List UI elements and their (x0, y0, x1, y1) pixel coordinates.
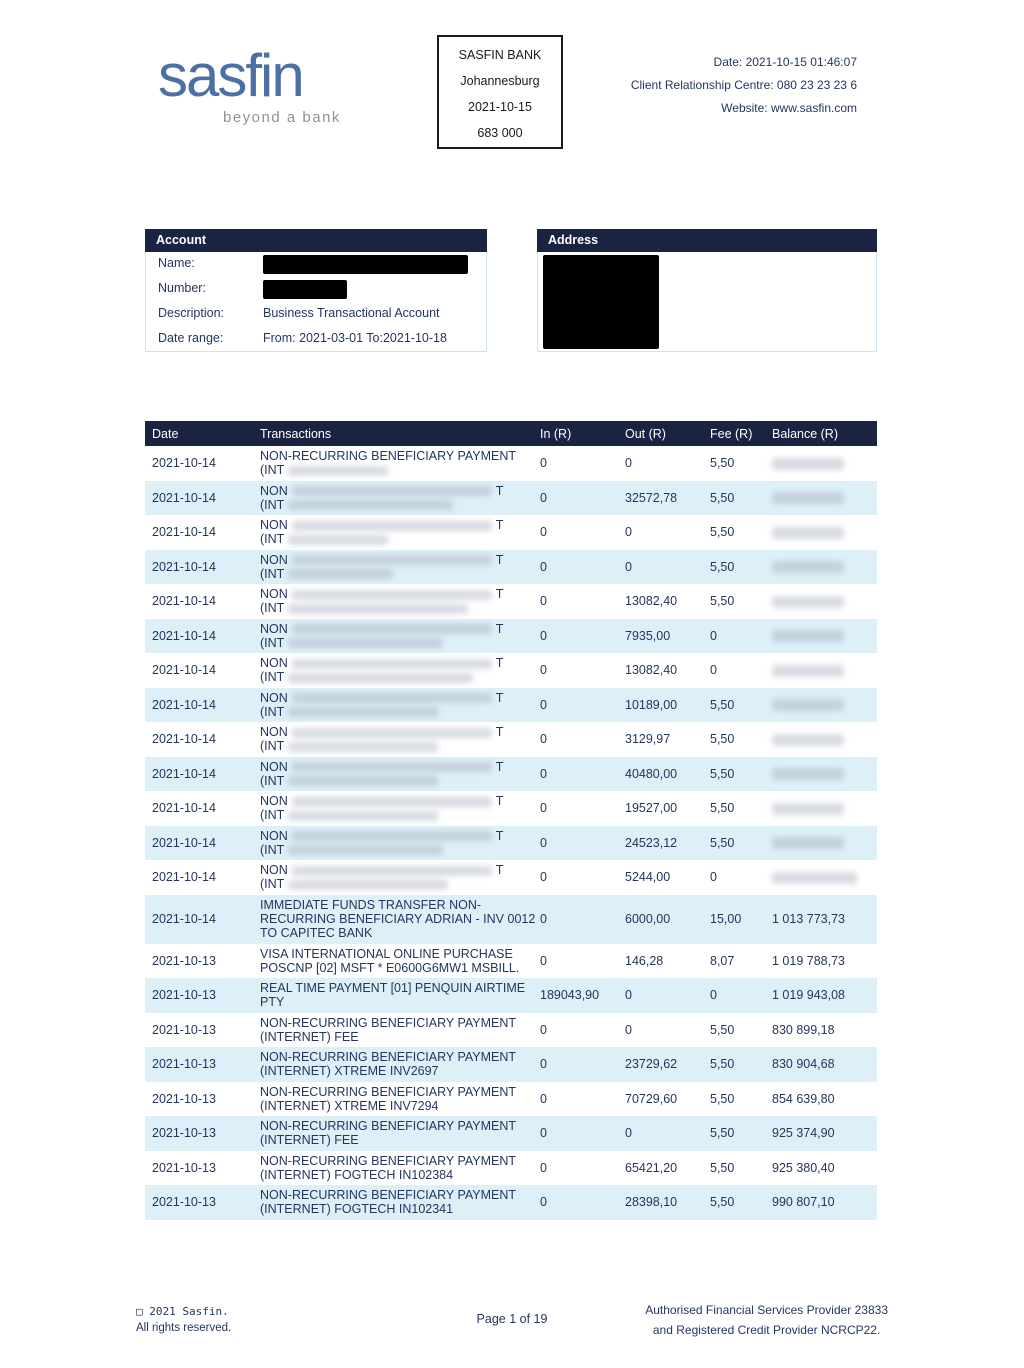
blurred-text (292, 555, 492, 565)
table-row (145, 722, 877, 757)
cell-balance (765, 594, 877, 608)
cell-date: 2021-10-14 (152, 697, 216, 712)
cell-date: 2021-10-14 (152, 801, 216, 816)
column-header-out: Out (R) (625, 426, 666, 441)
blurred-balance (772, 837, 844, 849)
stamp-city: Johannesburg (460, 74, 540, 88)
transaction-text-line: NON T (260, 794, 504, 809)
transaction-text-line: NON T (260, 690, 504, 705)
cell-fee-amount: 5,50 (710, 490, 735, 505)
table-row (145, 688, 877, 723)
transaction-text-line: NON T (260, 656, 504, 671)
cell-fee-amount: 5,50 (710, 1126, 735, 1141)
cell-in-amount: 0 (540, 456, 547, 471)
cell-out-amount: 0 (625, 1022, 632, 1037)
cell-transaction-description (253, 1154, 533, 1182)
cell-out-amount: 28398,10 (625, 1195, 678, 1210)
table-row (145, 1082, 877, 1117)
address-panel-body (537, 252, 877, 352)
cell-transaction-description (253, 1188, 533, 1216)
blurred-balance (772, 768, 844, 780)
logo-tagline: beyond a bank (223, 109, 341, 126)
cell-transaction-description (253, 691, 533, 719)
cell-fee-amount: 8,07 (710, 953, 735, 968)
address-panel (537, 229, 877, 352)
cell-date: 2021-10-14 (152, 456, 216, 471)
cell-fee-amount: 5,50 (710, 732, 735, 747)
cell-fee-amount: 5,50 (710, 1057, 735, 1072)
cell-date: 2021-10-14 (152, 525, 216, 540)
footer-provider-info (645, 1300, 888, 1340)
cell-transaction-description (253, 587, 533, 615)
cell-balance (765, 456, 877, 470)
cell-date: 2021-10-13 (152, 1057, 216, 1072)
client-relationship-centre: Client Relationship Centre: 080 23 23 23 6 (630, 78, 857, 92)
account-description-value: Business Transactional Account (263, 306, 440, 320)
cell-transaction-description (253, 484, 533, 512)
cell-in-amount: 189043,90 (540, 988, 600, 1003)
cell-transaction-description (253, 725, 533, 753)
blurred-text (288, 707, 438, 717)
blurred-text (292, 486, 492, 496)
cell-in-amount: 0 (540, 1195, 547, 1210)
cell-out-amount: 19527,00 (625, 801, 678, 816)
contact-info (560, 55, 857, 124)
cell-balance: 925 374,90 (772, 1126, 835, 1141)
cell-out-amount: 0 (625, 988, 632, 1003)
cell-balance (765, 663, 877, 677)
cell-fee-amount: 5,50 (710, 766, 735, 781)
transaction-text-line: (INT (260, 877, 533, 891)
cell-in-amount: 0 (540, 1091, 547, 1106)
cell-transaction-description (253, 1085, 533, 1113)
cell-fee-amount: 5,50 (710, 1195, 735, 1210)
cell-date: 2021-10-14 (152, 870, 216, 885)
table-row (145, 619, 877, 654)
transaction-text-line: NON T (260, 863, 504, 878)
account-name-label: Name: (158, 256, 195, 270)
transaction-text-line: (INT (260, 463, 533, 477)
cell-out-amount: 6000,00 (625, 912, 671, 926)
cell-balance (765, 560, 877, 574)
transaction-text-line: TO CAPITEC BANK (260, 926, 373, 940)
cell-fee-amount: 5,50 (710, 456, 735, 471)
cell-out-amount: 32572,78 (625, 490, 678, 505)
blurred-text (292, 624, 492, 634)
blurred-text (292, 693, 492, 703)
cell-date: 2021-10-14 (152, 835, 216, 850)
cell-balance (765, 525, 877, 539)
address-panel-title: Address (537, 229, 877, 252)
cell-balance: 1 013 773,73 (772, 912, 845, 926)
transaction-text-line: NON-RECURRING BENEFICIARY PAYMENT (260, 1119, 517, 1134)
stamp-code: 683 000 (477, 126, 523, 140)
cell-date: 2021-10-14 (152, 594, 216, 609)
cell-transaction-description (253, 829, 533, 857)
cell-in-amount: 0 (540, 628, 547, 643)
cell-balance: 1 019 943,08 (772, 988, 845, 1003)
transaction-text-line: NON-RECURRING BENEFICIARY PAYMENT (260, 1188, 517, 1203)
cell-transaction-description (253, 1050, 533, 1078)
column-header-in: In (R) (540, 426, 572, 441)
cell-date: 2021-10-13 (152, 953, 216, 968)
rights-line: All rights reserved. (136, 1322, 232, 1334)
cell-date: 2021-10-13 (152, 1091, 216, 1106)
table-row (145, 757, 877, 792)
cell-transaction-description (253, 656, 533, 684)
blurred-text (292, 521, 492, 531)
blurred-text (288, 776, 438, 786)
cell-fee-amount: 5,50 (710, 594, 735, 609)
cell-balance: 830 899,18 (772, 1022, 835, 1037)
blurred-text (288, 466, 388, 476)
table-row (145, 826, 877, 861)
address-redaction (543, 255, 659, 349)
cell-in-amount: 0 (540, 953, 547, 968)
blurred-text (288, 742, 438, 752)
cell-date: 2021-10-14 (152, 732, 216, 747)
transaction-text-line: (INTERNET) FOGTECH IN102384 (260, 1167, 454, 1182)
cell-date: 2021-10-13 (152, 1126, 216, 1141)
table-row (145, 481, 877, 516)
transaction-text-line: IMMEDIATE FUNDS TRANSFER NON- (260, 898, 482, 912)
blurred-text (292, 728, 492, 738)
cell-balance: 1 019 788,73 (772, 953, 845, 968)
cell-out-amount: 0 (625, 456, 632, 471)
account-panel-body (145, 252, 487, 352)
transaction-text-line: (INT (260, 670, 533, 684)
cell-date: 2021-10-13 (152, 988, 216, 1003)
transaction-text-line: (INT (260, 739, 533, 753)
cell-out-amount: 146,28 (625, 953, 664, 968)
cell-out-amount: 0 (625, 525, 632, 540)
provider-line-2: and Registered Credit Provider NCRCP22. (652, 1323, 881, 1337)
table-row (145, 791, 877, 826)
cell-date: 2021-10-13 (152, 1195, 216, 1210)
cell-transaction-description (253, 1016, 533, 1044)
stamp-bank-name: SASFIN BANK (458, 48, 542, 62)
cell-out-amount: 13082,40 (625, 594, 678, 609)
table-row (145, 978, 877, 1013)
transaction-text-line: (INT (260, 808, 533, 822)
table-row (145, 446, 877, 481)
cell-balance: 854 639,80 (772, 1091, 835, 1106)
cell-balance (765, 801, 877, 815)
cell-balance (765, 491, 877, 505)
cell-in-amount: 0 (540, 912, 547, 926)
blurred-text (288, 845, 443, 855)
account-number-redaction (263, 280, 347, 299)
blurred-balance (772, 527, 844, 539)
cell-in-amount: 0 (540, 663, 547, 678)
cell-out-amount: 65421,20 (625, 1160, 678, 1175)
table-row (145, 1116, 877, 1151)
cell-balance (765, 732, 877, 746)
blurred-balance (772, 561, 844, 573)
cell-out-amount: 24523,12 (625, 835, 678, 850)
cell-fee-amount: 15,00 (710, 912, 742, 926)
table-row (145, 944, 877, 979)
transaction-text-line: NON T (260, 759, 504, 774)
table-row (145, 1185, 877, 1220)
blurred-text (288, 811, 438, 821)
table-row (145, 515, 877, 550)
table-row (145, 895, 877, 944)
cell-in-amount: 0 (540, 559, 547, 574)
account-date-range-label: Date range: (158, 331, 224, 345)
blurred-text (288, 535, 388, 545)
cell-date: 2021-10-14 (152, 912, 216, 926)
transaction-text-line: (INT (260, 774, 533, 788)
cell-date: 2021-10-13 (152, 1160, 216, 1175)
cell-balance (765, 836, 877, 850)
table-body (145, 446, 877, 1220)
cell-in-amount: 0 (540, 697, 547, 712)
cell-in-amount: 0 (540, 1160, 547, 1175)
transaction-text-line: (INT (260, 843, 533, 857)
blurred-text (292, 590, 492, 600)
column-header-fee: Fee (R) (710, 426, 753, 441)
transaction-text-line: NON-RECURRING BENEFICIARY PAYMENT (260, 1153, 517, 1168)
cell-fee-amount: 5,50 (710, 835, 735, 850)
column-header-date: Date (152, 426, 179, 441)
account-date-range-value: From: 2021-03-01 To:2021-10-18 (263, 331, 447, 345)
account-date-range-row (146, 327, 486, 352)
transaction-text-line: NON T (260, 621, 504, 636)
transaction-text-line: NON-RECURRING BENEFICIARY PAYMENT (260, 1015, 517, 1030)
transaction-text-line: (INTERNET) FEE (260, 1029, 359, 1044)
cell-date: 2021-10-14 (152, 559, 216, 574)
transaction-text-line: (INT (260, 567, 533, 581)
cell-fee-amount: 0 (710, 988, 717, 1003)
blurred-text (292, 831, 492, 841)
cell-out-amount: 0 (625, 559, 632, 574)
blurred-text (288, 500, 453, 510)
cell-out-amount: 0 (625, 1126, 632, 1141)
cell-in-amount: 0 (540, 1126, 547, 1141)
cell-out-amount: 3129,97 (625, 732, 671, 747)
cell-transaction-description (253, 863, 533, 891)
cell-out-amount: 23729,62 (625, 1057, 678, 1072)
blurred-balance (772, 872, 857, 884)
account-panel (145, 229, 487, 352)
cell-in-amount: 0 (540, 1022, 547, 1037)
cell-fee-amount: 5,50 (710, 801, 735, 816)
blurred-text (292, 866, 492, 876)
cell-transaction-description (253, 622, 533, 650)
cell-fee-amount: 5,50 (710, 1022, 735, 1037)
blurred-balance (772, 699, 844, 711)
cell-fee-amount: 0 (710, 663, 717, 678)
transaction-text-line: NON T (260, 725, 504, 740)
table-row (145, 584, 877, 619)
cell-in-amount: 0 (540, 835, 547, 850)
blurred-balance (772, 665, 844, 677)
blurred-text (292, 797, 492, 807)
transaction-text-line: (INTERNET) XTREME INV7294 (260, 1098, 439, 1113)
transaction-text-line: NON T (260, 483, 504, 498)
cell-fee-amount: 5,50 (710, 1160, 735, 1175)
blurred-text (288, 604, 468, 614)
blurred-balance (772, 630, 844, 642)
cell-balance (765, 698, 877, 712)
transaction-text-line: REAL TIME PAYMENT [01] PENQUIN AIRTIME (260, 981, 526, 996)
table-row (145, 1047, 877, 1082)
table-row (145, 1151, 877, 1186)
transaction-text-line: NON T (260, 828, 504, 843)
cell-balance (765, 767, 877, 781)
cell-in-amount: 0 (540, 1057, 547, 1072)
cell-transaction-description (253, 898, 536, 940)
cell-transaction-description (253, 449, 533, 477)
bank-stamp-box (437, 35, 563, 149)
cell-fee-amount: 5,50 (710, 697, 735, 712)
cell-transaction-description (253, 947, 533, 975)
transaction-text-line: (INTERNET) XTREME INV2697 (260, 1064, 439, 1079)
blurred-balance (772, 803, 844, 815)
account-description-row (146, 302, 486, 327)
cell-fee-amount: 0 (710, 628, 717, 643)
cell-transaction-description (253, 518, 533, 546)
transaction-text-line: (INT (260, 498, 533, 512)
transaction-text-line: (INTERNET) FOGTECH IN102341 (260, 1202, 454, 1217)
cell-date: 2021-10-14 (152, 766, 216, 781)
cell-in-amount: 0 (540, 870, 547, 885)
sasfin-logo: sasfin (158, 42, 303, 109)
account-number-label: Number: (158, 281, 206, 295)
transaction-text-line: NON-RECURRING BENEFICIARY PAYMENT (260, 449, 517, 464)
transaction-text-line: NON-RECURRING BENEFICIARY PAYMENT (260, 1084, 517, 1099)
cell-fee-amount: 5,50 (710, 1091, 735, 1106)
transaction-text-line: NON T (260, 552, 504, 567)
blurred-balance (772, 458, 844, 470)
transaction-text-line: (INT (260, 636, 533, 650)
blurred-text (288, 638, 443, 648)
blurred-balance (772, 492, 844, 504)
transaction-text-line: NON T (260, 518, 504, 533)
transaction-text-line: VISA INTERNATIONAL ONLINE PURCHASE (260, 946, 513, 961)
account-panel-title: Account (145, 229, 487, 252)
transaction-text-line: (INT (260, 601, 533, 615)
cell-in-amount: 0 (540, 525, 547, 540)
cell-balance: 925 380,40 (772, 1160, 835, 1175)
statement-date: Date: 2021-10-15 01:46:07 (713, 55, 857, 69)
cell-in-amount: 0 (540, 594, 547, 609)
cell-date: 2021-10-14 (152, 628, 216, 643)
cell-out-amount: 10189,00 (625, 697, 678, 712)
cell-date: 2021-10-13 (152, 1022, 216, 1037)
cell-fee-amount: 0 (710, 870, 717, 885)
stamp-date: 2021-10-15 (468, 100, 532, 114)
cell-out-amount: 40480,00 (625, 766, 678, 781)
table-row (145, 653, 877, 688)
transaction-text-line: POSCNP [02] MSFT * E0600G6MW1 MSBILL. (260, 960, 520, 975)
cell-date: 2021-10-14 (152, 490, 216, 505)
column-header-balance: Balance (R) (772, 426, 838, 441)
blurred-text (288, 673, 473, 683)
table-row (145, 1013, 877, 1048)
blurred-text (288, 880, 448, 890)
cell-transaction-description (253, 794, 533, 822)
cell-out-amount: 13082,40 (625, 663, 678, 678)
cell-balance (765, 870, 877, 884)
copyright-line: □ 2021 Sasfin. (136, 1305, 229, 1318)
transaction-text-line: RECURRING BENEFICIARY ADRIAN - INV 0012 (260, 912, 536, 926)
cell-transaction-description (253, 1119, 533, 1147)
cell-fee-amount: 5,50 (710, 525, 735, 540)
transaction-text-line: PTY (260, 995, 285, 1010)
transactions-table-header (145, 421, 877, 446)
transaction-text-line: NON-RECURRING BENEFICIARY PAYMENT (260, 1050, 517, 1065)
cell-transaction-description (253, 981, 533, 1009)
cell-balance (765, 629, 877, 643)
blurred-text (292, 762, 492, 772)
account-description-label: Description: (158, 306, 224, 320)
cell-date: 2021-10-14 (152, 663, 216, 678)
cell-in-amount: 0 (540, 766, 547, 781)
cell-balance: 990 807,10 (772, 1195, 835, 1210)
account-name-redaction (263, 255, 468, 274)
blurred-balance (772, 596, 844, 608)
cell-transaction-description (253, 760, 533, 788)
page-indicator: Page 1 of 19 (476, 1312, 548, 1326)
table-row (145, 550, 877, 585)
cell-balance: 830 904,68 (772, 1057, 835, 1072)
transactions-table (145, 421, 877, 1220)
cell-in-amount: 0 (540, 801, 547, 816)
cell-in-amount: 0 (540, 490, 547, 505)
cell-fee-amount: 5,50 (710, 559, 735, 574)
blurred-text (292, 659, 492, 669)
cell-out-amount: 70729,60 (625, 1091, 678, 1106)
cell-in-amount: 0 (540, 732, 547, 747)
provider-line-1: Authorised Financial Services Provider 23833 (645, 1303, 888, 1317)
transaction-text-line: (INT (260, 532, 533, 546)
cell-transaction-description (253, 553, 533, 581)
transaction-text-line: NON T (260, 587, 504, 602)
transaction-text-line: (INTERNET) FEE (260, 1133, 359, 1148)
transaction-text-line: (INT (260, 705, 533, 719)
table-row (145, 860, 877, 895)
blurred-balance (772, 734, 844, 746)
column-header-transactions: Transactions (260, 426, 332, 441)
cell-out-amount: 7935,00 (625, 628, 671, 643)
cell-out-amount: 5244,00 (625, 870, 671, 885)
website: Website: www.sasfin.com (721, 101, 857, 115)
blurred-text (288, 569, 393, 579)
